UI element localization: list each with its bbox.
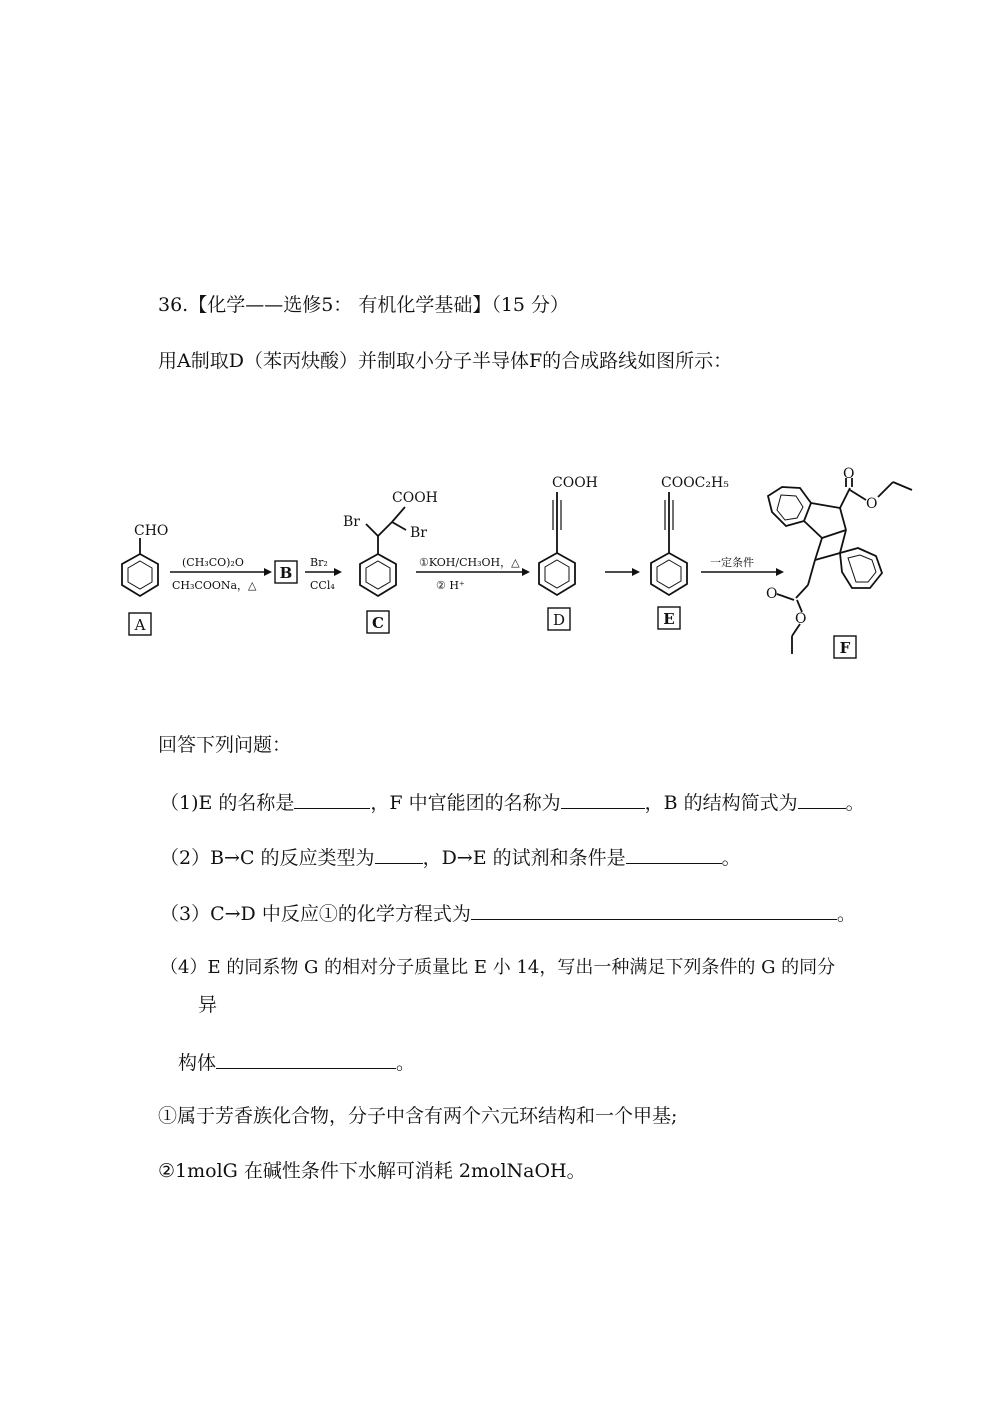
label-e: E xyxy=(663,610,675,628)
question-4-cont: 异 xyxy=(198,994,218,1016)
label-b: B xyxy=(279,564,293,582)
q3-part-2: 。 xyxy=(836,903,856,925)
label-d: D xyxy=(552,611,566,629)
label-a: A xyxy=(134,616,146,634)
atom-o4: O xyxy=(795,611,807,627)
q2-part-1: （2）B→C 的反应类型为 xyxy=(160,847,375,869)
q2-blank-2[interactable] xyxy=(626,845,722,864)
cond-c-d-top: ①KOH/CH₃OH，△ xyxy=(419,556,520,569)
q2-part-3: 。 xyxy=(721,847,741,869)
question-4: （4）E 的同系物 G 的相对分子质量比 E 小 14，写出一种满足下列条件的 G 的同分 xyxy=(160,957,836,978)
cond-b-c-top: Br₂ xyxy=(310,556,328,569)
label-f: F xyxy=(839,639,851,657)
condition-1: ①属于芳香族化合物，分子中含有两个六元环结构和一个甲基; xyxy=(158,1105,678,1127)
group-cooh-c: COOH xyxy=(392,490,438,506)
question-intro: 用A制取D（苯丙炔酸）并制取小分子半导体F的合成路线如图所示： xyxy=(158,350,733,372)
cond-a-b-top: (CH₃CO)₂O xyxy=(182,556,244,569)
question-1 xyxy=(160,790,865,815)
atom-o1: O xyxy=(843,466,855,482)
group-br2: Br xyxy=(410,525,427,541)
benzene-ring-e xyxy=(651,553,687,595)
cond-b-c-bottom: CCl₄ xyxy=(310,579,335,592)
q4-part-4: 。 xyxy=(396,1052,416,1074)
atom-o2: O xyxy=(866,496,878,512)
q2-blank-1[interactable] xyxy=(375,845,423,864)
q3-part-1: （3）C→D 中反应①的化学方程式为 xyxy=(160,903,471,925)
benzene-ring-d xyxy=(539,553,575,595)
question-2 xyxy=(160,845,741,870)
question-3 xyxy=(160,901,856,926)
q4-blank[interactable] xyxy=(216,1050,396,1069)
question-4-answer xyxy=(178,1050,415,1075)
q2-part-2: ，D→E 的试剂和条件是 xyxy=(422,847,626,869)
q1-blank-2[interactable] xyxy=(561,790,645,809)
group-cho: CHO xyxy=(134,523,169,539)
benzene-ring-f-upper xyxy=(768,487,811,526)
q1-blank-1[interactable] xyxy=(294,790,370,809)
label-c: C xyxy=(372,614,384,632)
cond-e-f-top: 一定条件 xyxy=(710,556,754,569)
q3-blank-1[interactable] xyxy=(471,901,837,920)
group-cooet: COOC₂H₅ xyxy=(661,475,729,491)
q4-part-3: 构体 xyxy=(178,1052,217,1074)
condition-2: ②1molG 在碱性条件下水解可消耗 2molNaOH。 xyxy=(158,1160,586,1182)
group-cooh-d: COOH xyxy=(552,475,598,491)
benzene-ring-c xyxy=(360,554,396,596)
answer-prompt: 回答下列问题： xyxy=(158,734,292,756)
q1-part-1: （1)E 的名称是 xyxy=(160,792,295,814)
q1-part-2: ，F 中官能团的名称为 xyxy=(370,792,561,814)
q1-blank-3[interactable] xyxy=(798,790,846,809)
benzene-ring-a xyxy=(122,554,158,596)
atom-o3: O xyxy=(766,586,778,602)
cond-a-b-bottom: CH₃COONa，△ xyxy=(172,579,257,592)
q1-part-4: 。 xyxy=(845,792,865,814)
question-title: 36.【化学——选修5： 有机化学基础】（15 分） xyxy=(158,294,570,316)
group-br1: Br xyxy=(343,514,360,530)
q1-part-3: ，B 的结构简式为 xyxy=(644,792,798,814)
cond-c-d-bottom: ② H⁺ xyxy=(436,579,465,592)
